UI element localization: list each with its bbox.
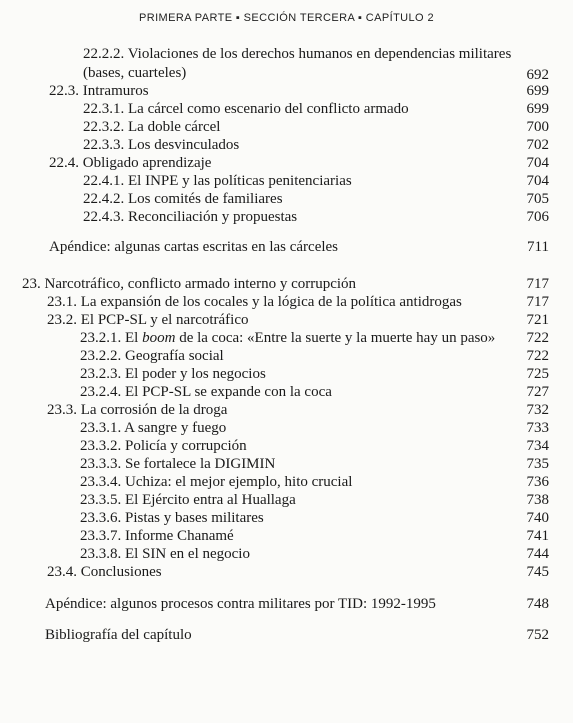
toc-entry-title: Apéndice: algunos procesos contra militares por TID: 1992-1995 — [45, 596, 436, 612]
toc-entry-title: 22.4.2. Los comités de familiares — [83, 191, 283, 207]
toc-entry-23-3-2 — [0, 436, 573, 456]
toc-entry-title: 23.2.2. Geografía social — [80, 348, 224, 364]
toc-entry-23-2 — [0, 310, 573, 330]
toc-entry-page: 704 — [526, 173, 549, 189]
toc-entry-page: 740 — [526, 510, 549, 526]
toc-entry-page: 736 — [526, 474, 549, 490]
toc-entry-page: 741 — [526, 528, 549, 544]
toc-entry-appendix-cartas — [0, 237, 573, 257]
toc-entry-title: 23.1. La expansión de los cocales y la lógica de la política antidrogas — [47, 294, 462, 310]
toc-entry-title: 23. Narcotráfico, conflicto armado interno y corrupción — [22, 276, 357, 292]
toc-entry-title: 23.3.8. El SIN en el negocio — [80, 546, 250, 562]
toc-entry-title: Apéndice: algunas cartas escritas en las cárceles — [49, 239, 339, 255]
toc-entry-23-3-4 — [0, 472, 573, 492]
toc-entry-title: 22.4.3. Reconciliación y propuestas — [83, 209, 298, 225]
toc-entry-22-3-2 — [0, 117, 573, 137]
toc-entry-23-3-7 — [0, 526, 573, 546]
toc-entry-22-4-3 — [0, 207, 573, 227]
toc-entry-title: Bibliografía del capítulo — [45, 627, 192, 643]
toc-entry-page: 752 — [526, 627, 549, 643]
toc-entry-title: 23.3.3. Se fortalece la DIGIMIN — [80, 456, 276, 472]
toc-entry-title: 22.4. Obligado aprendizaje — [49, 155, 212, 171]
toc-entry-page: 748 — [526, 596, 549, 612]
toc-entry-page: 717 — [526, 276, 549, 292]
toc-entry-page: 734 — [526, 438, 549, 454]
toc-entry-22-4-1 — [0, 171, 573, 191]
toc-entry-title: 22.2.2. Violaciones de los derechos humanos en dependencias militares (bases, cuarteles) — [83, 46, 512, 81]
toc-entry-title: 22.3.1. La cárcel como escenario del conflicto armado — [83, 101, 409, 117]
toc-entry-title: 23.3.1. A sangre y fuego — [80, 420, 227, 436]
toc-entry-title: 23.2.3. El poder y los negocios — [80, 366, 266, 382]
toc-entry-23-2-2 — [0, 346, 573, 366]
toc-entry-page: 699 — [526, 83, 549, 99]
toc-entry-23 — [0, 274, 573, 294]
toc-entry-22-3-1 — [0, 99, 573, 119]
toc-entry-title: 23.3.5. El Ejército entra al Huallaga — [80, 492, 296, 508]
toc-entry-title: 23.3. La corrosión de la droga — [47, 402, 228, 418]
toc-entry-title: 22.3. Intramuros — [49, 83, 149, 99]
toc-entry-title: 23.3.4. Uchiza: el mejor ejemplo, hito crucial — [80, 474, 353, 490]
toc-entry-title: 23.2.4. El PCP-SL se expande con la coca — [80, 384, 332, 400]
toc-entry-title: 23.3.6. Pistas y bases militares — [80, 510, 264, 526]
toc-entry-22-4-2 — [0, 189, 573, 209]
toc-entry-title: 23.4. Conclusiones — [47, 564, 162, 580]
toc-entry-23-4 — [0, 562, 573, 582]
toc-entry-23-3-6 — [0, 508, 573, 528]
toc-entry-appendix-procesos — [0, 594, 573, 614]
toc-entry-23-2-4 — [0, 382, 573, 402]
toc-entry-title: 22.3.2. La doble cárcel — [83, 119, 221, 135]
toc-entry-title: 23.2. El PCP-SL y el narcotráfico — [47, 312, 249, 328]
toc-entry-page: 705 — [526, 191, 549, 207]
toc-entry-page: 733 — [526, 420, 549, 436]
toc-entry-page: 725 — [526, 366, 549, 382]
toc-entry-page: 704 — [526, 155, 549, 171]
toc-entry-page: 692 — [526, 67, 549, 83]
toc-entry-22-3-3 — [0, 135, 573, 155]
toc-entry-page: 706 — [526, 209, 549, 225]
running-header: PRIMERA PARTE ▪ SECCIÓN TERCERA ▪ CAPÍTULO 2 — [139, 12, 434, 24]
toc-entry-page: 735 — [526, 456, 549, 472]
toc-entry-page: 745 — [526, 564, 549, 580]
toc-entry-page: 732 — [526, 402, 549, 418]
toc-entry-page: 699 — [526, 101, 549, 117]
toc-entry-page: 738 — [526, 492, 549, 508]
toc-entry-page: 727 — [526, 384, 549, 400]
toc-entry-23-2-3 — [0, 364, 573, 384]
toc-entry-page: 717 — [526, 294, 549, 310]
toc-entry-page: 722 — [526, 348, 549, 364]
toc-entry-page: 700 — [526, 119, 549, 135]
toc-entry-title: 23.2.1. El boom de la coca: «Entre la suerte y la muerte hay un paso» — [80, 330, 496, 346]
toc-entry-22-4 — [0, 153, 573, 173]
toc-entry-bibliografia — [0, 625, 573, 645]
toc-entry-23-3-3 — [0, 454, 573, 474]
toc-entry-page: 702 — [526, 137, 549, 153]
toc-entry-23-3-5 — [0, 490, 573, 510]
toc-entry-title: 22.4.1. El INPE y las políticas penitenciarias — [83, 173, 352, 189]
toc-entry-page: 722 — [526, 330, 549, 346]
toc-entry-title: 22.3.3. Los desvinculados — [83, 137, 240, 153]
toc-entry-page: 721 — [526, 312, 549, 328]
toc-entry-title: 23.3.7. Informe Chanamé — [80, 528, 234, 544]
toc-entry-page: 711 — [527, 239, 549, 255]
toc-entry-23-3-8 — [0, 544, 573, 564]
toc-entry-22-3 — [0, 81, 573, 101]
toc-entry-title: 23.3.2. Policía y corrupción — [80, 438, 247, 454]
toc-entry-page: 744 — [526, 546, 549, 562]
toc-entry-23-3-1 — [0, 418, 573, 438]
toc-entry-22-2-2 — [0, 45, 573, 85]
toc-entry-23-3 — [0, 400, 573, 420]
toc-entry-23-1 — [0, 292, 573, 312]
toc-entry-23-2-1 — [0, 328, 573, 348]
